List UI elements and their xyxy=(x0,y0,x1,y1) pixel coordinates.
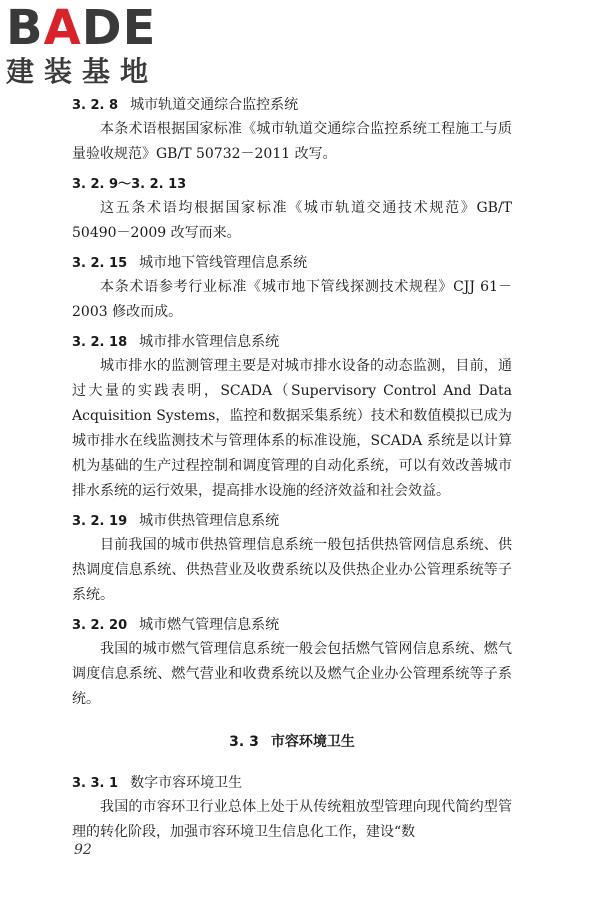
logo-subtitle: 建装基地 xyxy=(6,55,159,88)
logo xyxy=(6,2,176,88)
page-number: 92 xyxy=(74,842,92,858)
clause-heading: 3. 2. 20 城市燃气管理信息系统 xyxy=(72,617,280,633)
clause-paragraph: 本条术语根据国家标准《城市轨道交通综合监控系统工程施工与质量验收规范》GB/T 50732－2011 改写。 xyxy=(72,121,512,162)
logo-wordmark: BADE xyxy=(6,0,157,56)
clause-paragraph: 目前我国的城市供热管理信息系统一般包括供热管网信息系统、供热调度信息系统、供热营业及收费系统以及供热企业办公管理系统等子系统。 xyxy=(72,537,512,603)
clause-heading: 3. 2. 19 城市供热管理信息系统 xyxy=(72,513,280,529)
clause-heading: 3. 2. 9～3. 2. 13 xyxy=(72,177,187,192)
clause-heading: 3. 2. 18 城市排水管理信息系统 xyxy=(72,334,280,350)
clause-heading: 3. 2. 8 城市轨道交通综合监控系统 xyxy=(72,97,299,113)
clause-paragraph: 本条术语参考行业标准《城市地下管线探测技术规程》CJJ 61－2003 修改而成。 xyxy=(72,279,512,320)
clause-heading: 3. 3. 1 数字市容环境卫生 xyxy=(72,775,243,791)
clause-paragraph: 我国的市容环卫行业总体上处于从传统粗放型管理向现代简约型管理的转化阶段，加强市容环境卫生信息化工作，建设“数 xyxy=(72,799,512,840)
clause-heading: 3. 2. 15 城市地下管线管理信息系统 xyxy=(72,255,308,271)
clause-paragraph: 我国的城市燃气管理信息系统一般会包括燃气管网信息系统、燃气调度信息系统、燃气营业和收费系统以及燃气企业办公管理系统等子系统。 xyxy=(72,641,512,707)
clause-paragraph: 这五条术语均根据国家标准《城市轨道交通技术规范》GB/T 50490－2009 改写而来。 xyxy=(72,200,512,241)
section-title: 3. 3 市容环境卫生 xyxy=(229,734,355,750)
clause-paragraph: 城市排水的监测管理主要是对城市排水设备的动态监测，目前，通过大量的实践表明，SCADA（Supervisory Control And Data Acquisition Systems，监控和数据采集系统）技术和数值模拟已成为城市排水在线监测技术与管理体系的标准设施，SCADA 系统是以计算机为基础的生产过程控制和调度管理的自动化系统，可以有效改善城市排水系统的运行效果，提高排水设施的经济效益和社会效益。 xyxy=(72,358,512,499)
document-body xyxy=(72,94,512,851)
